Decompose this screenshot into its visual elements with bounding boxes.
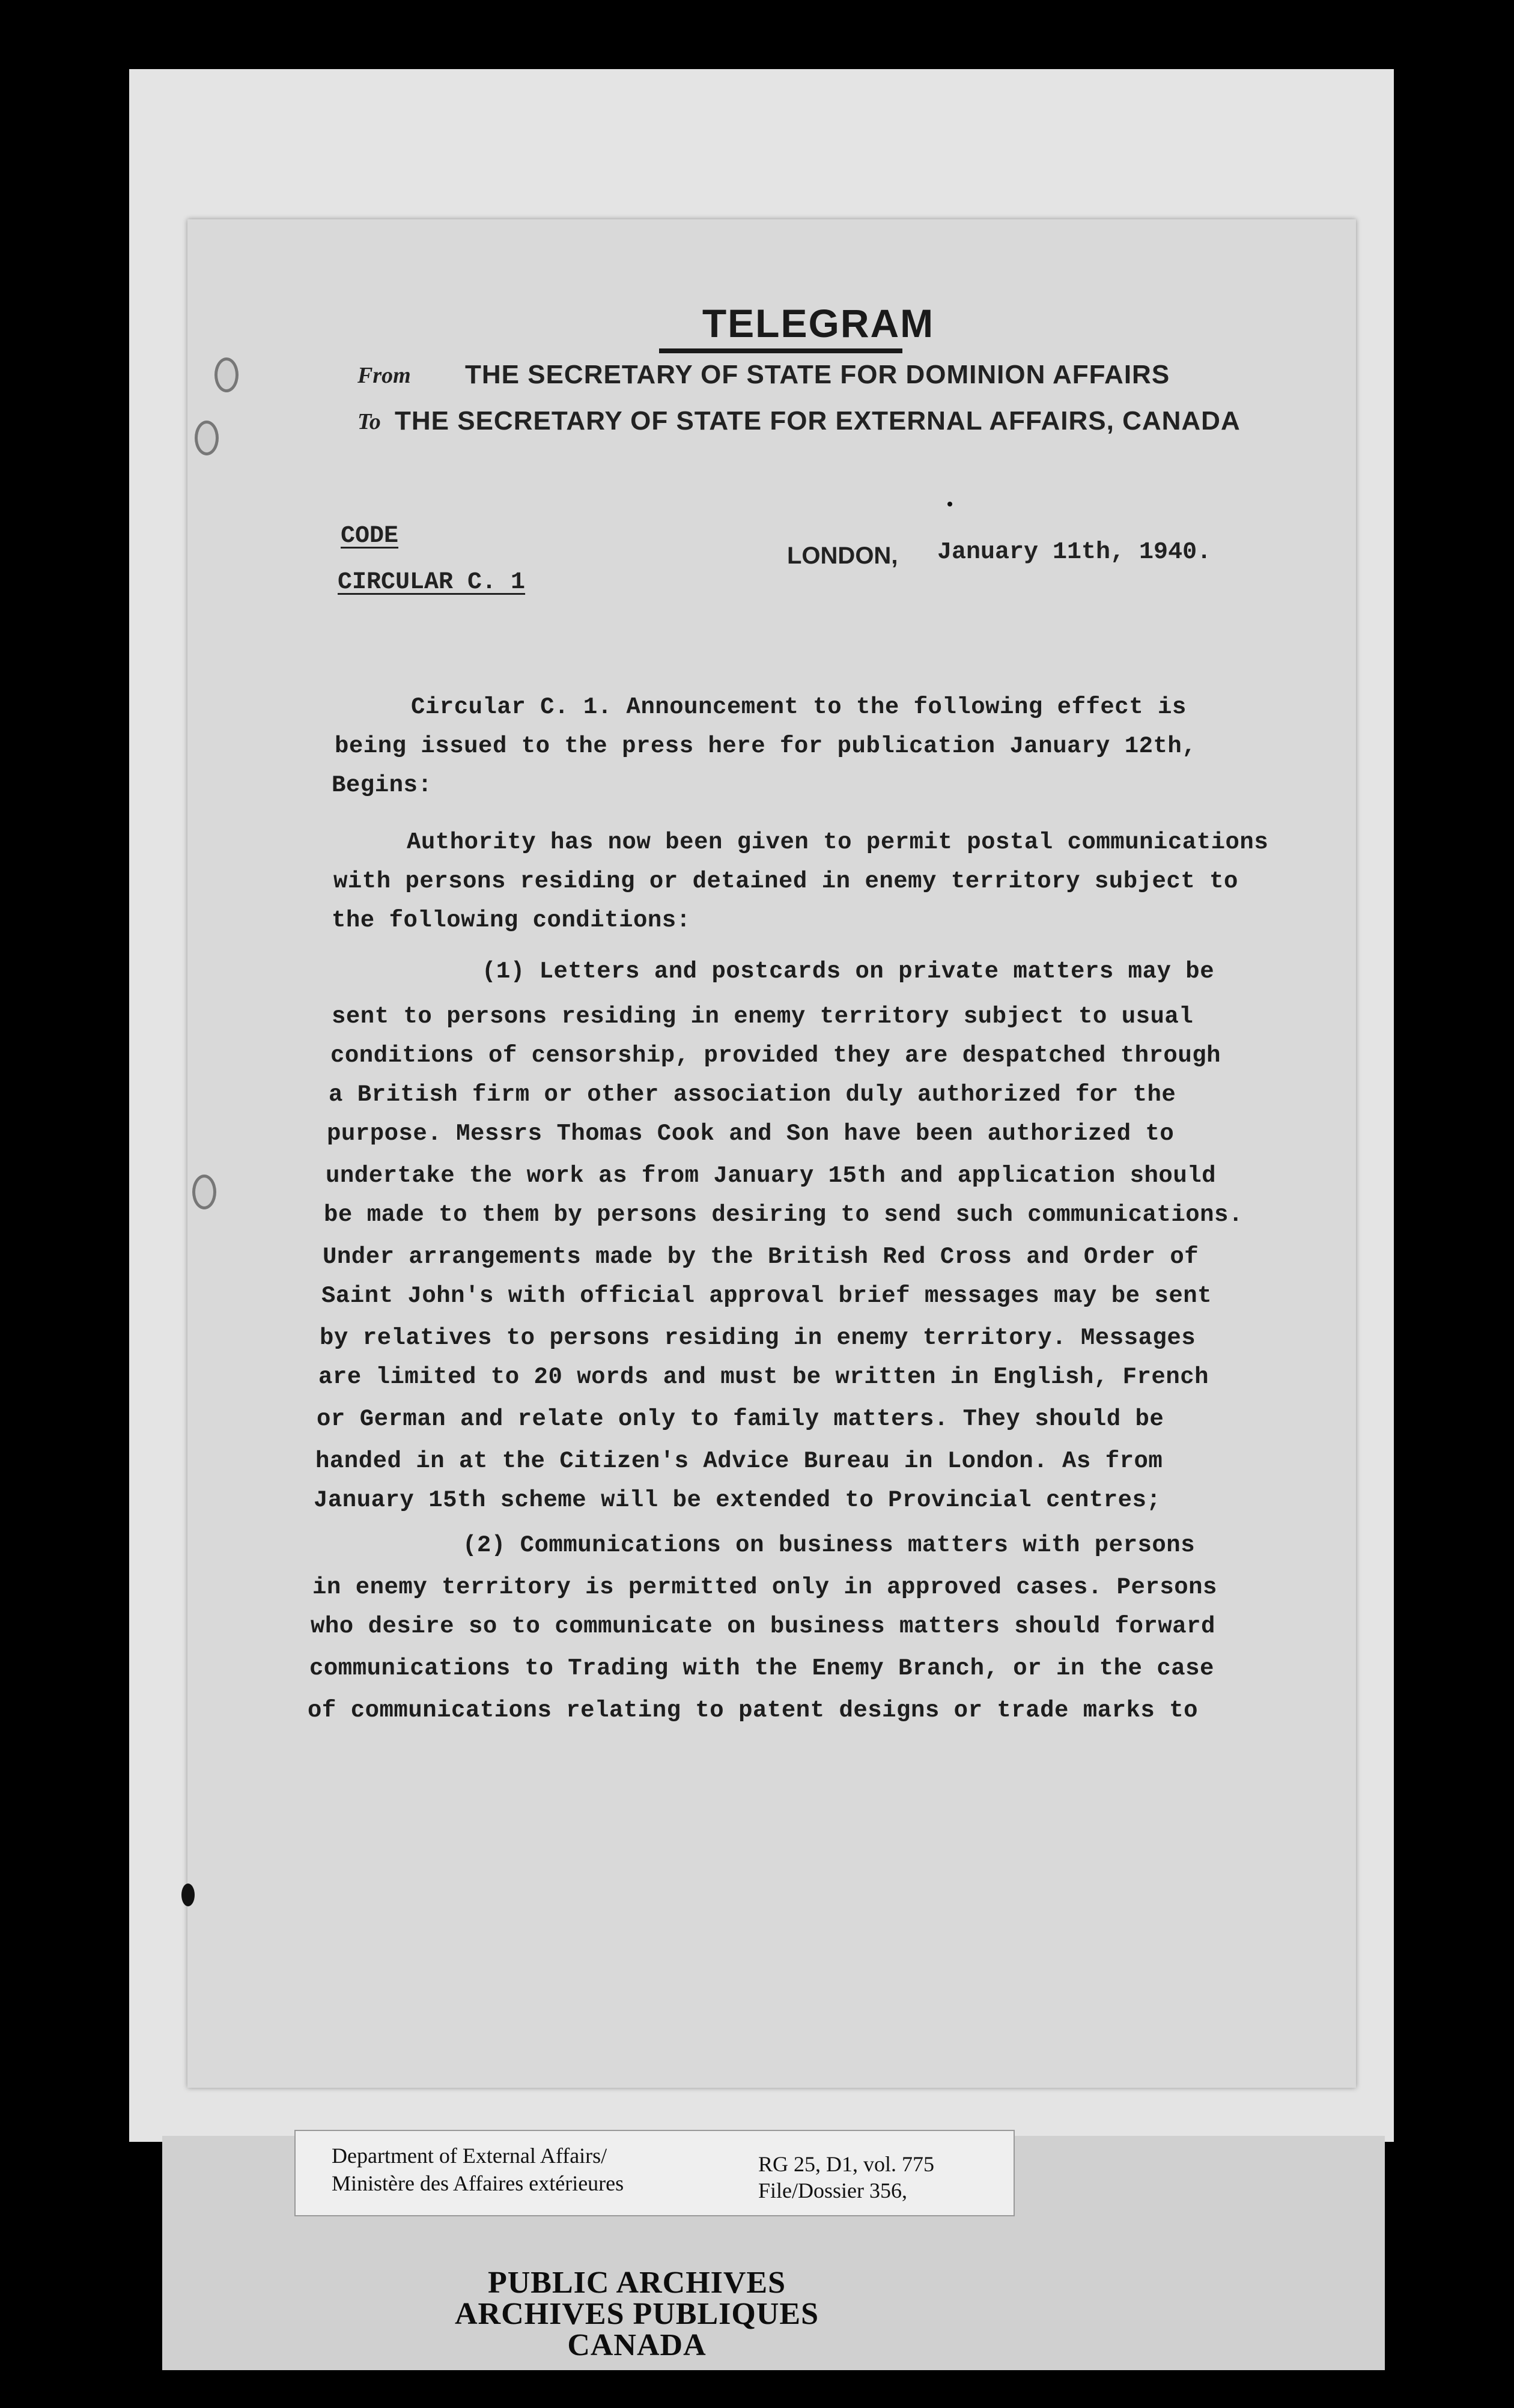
page-mark bbox=[947, 502, 952, 506]
punch-hole bbox=[214, 357, 239, 392]
from-label: From bbox=[357, 363, 411, 388]
date-label: January 11th, 1940. bbox=[937, 539, 1212, 566]
punch-hole bbox=[195, 421, 219, 455]
body-line: being issued to the press here for publication January 12th, bbox=[335, 733, 1197, 759]
to-label: To bbox=[357, 409, 381, 434]
body-line: purpose. Messrs Thomas Cook and Son have been authorized to bbox=[327, 1120, 1175, 1147]
body-line: are limited to 20 words and must be written in English, French bbox=[318, 1364, 1209, 1390]
to-value: THE SECRETARY OF STATE FOR EXTERNAL AFFAIRS, CANADA bbox=[395, 406, 1241, 436]
body-line: be made to them by persons desiring to send such communications. bbox=[324, 1202, 1243, 1228]
body-line: Begins: bbox=[332, 772, 433, 798]
body-line: (2) Communications on business matters with persons bbox=[463, 1532, 1196, 1558]
stamp-line-3: CANADA bbox=[567, 2328, 707, 2362]
page-mark bbox=[181, 1884, 195, 1906]
code-label: CODE bbox=[341, 523, 399, 550]
body-line: of communications relating to patent designs or trade marks to bbox=[308, 1697, 1199, 1724]
body-line: communications to Trading with the Enemy Branch, or in the case bbox=[309, 1655, 1214, 1682]
telegram-title: TELEGRAM bbox=[702, 301, 935, 345]
body-line: in enemy territory is permitted only in approved cases. Persons bbox=[312, 1574, 1217, 1601]
body-line: sent to persons residing in enemy territory subject to usual bbox=[332, 1003, 1194, 1030]
telegram-page bbox=[187, 219, 1356, 2088]
punch-hole bbox=[192, 1175, 216, 1209]
body-line: (1) Letters and postcards on private matters may be bbox=[482, 958, 1215, 985]
place-label: LONDON, bbox=[787, 543, 898, 569]
body-line: Under arrangements made by the British Red Cross and Order of bbox=[323, 1244, 1199, 1270]
body-line: conditions of censorship, provided they are despatched through bbox=[330, 1042, 1221, 1069]
body-line: Saint John's with official approval brief messages may be sent bbox=[321, 1283, 1212, 1309]
body-line: or German and relate only to family matters. They should be bbox=[317, 1406, 1164, 1432]
body-line: January 15th scheme will be extended to Provincial centres; bbox=[314, 1487, 1161, 1513]
from-value: THE SECRETARY OF STATE FOR DOMINION AFFAIRS bbox=[465, 360, 1170, 389]
ref-line-2: File/Dossier 356, bbox=[758, 2178, 907, 2203]
body-line: the following conditions: bbox=[332, 907, 691, 934]
body-line: undertake the work as from January 15th and application should bbox=[326, 1163, 1217, 1189]
stamp-line-2: ARCHIVES PUBLIQUES bbox=[454, 2297, 819, 2331]
body-line: a British firm or other association duly authorized for the bbox=[329, 1081, 1176, 1108]
body-line: with persons residing or detained in enemy territory subject to bbox=[333, 868, 1238, 895]
archive-label bbox=[294, 2130, 1015, 2216]
circular-label: CIRCULAR C. 1 bbox=[338, 569, 526, 596]
ref-line-1: RG 25, D1, vol. 775 bbox=[758, 2152, 935, 2176]
dept-line-2: Ministère des Affaires extérieures bbox=[332, 2171, 624, 2195]
body-line: by relatives to persons residing in enemy territory. Messages bbox=[320, 1325, 1196, 1351]
body-line: Authority has now been given to permit postal communications bbox=[407, 829, 1269, 856]
title-underline bbox=[659, 348, 902, 353]
body-line: handed in at the Citizen's Advice Bureau in London. As from bbox=[315, 1448, 1163, 1474]
stamp-line-1: PUBLIC ARCHIVES bbox=[487, 2266, 786, 2300]
body-line: Circular C. 1. Announcement to the following effect is bbox=[411, 694, 1187, 720]
dept-line-1: Department of External Affairs/ bbox=[332, 2144, 607, 2168]
body-line: who desire so to communicate on business matters should forward bbox=[311, 1613, 1215, 1640]
